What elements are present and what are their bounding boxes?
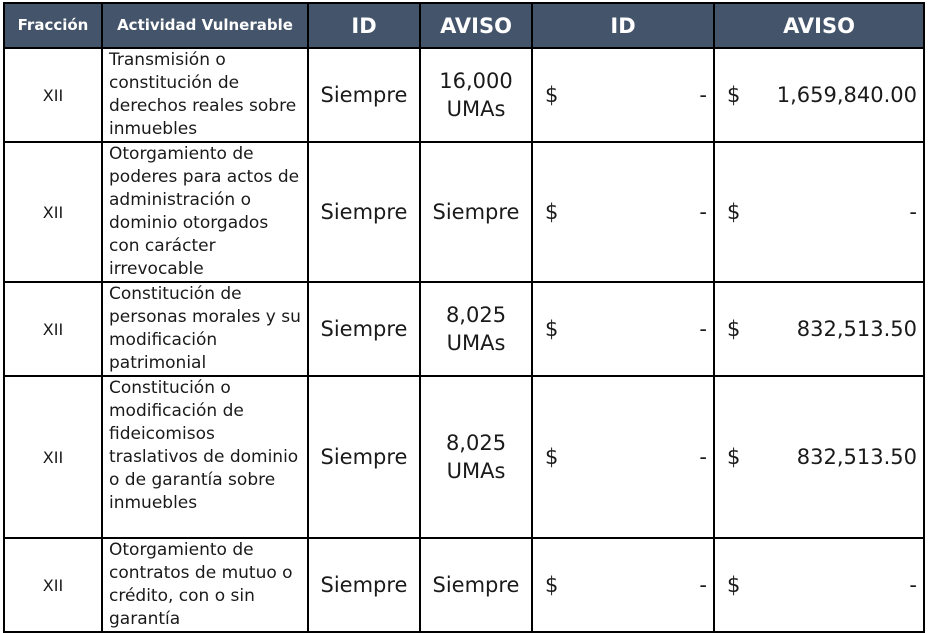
- amount-value: -: [909, 573, 917, 597]
- amount-value: 1,659,840.00: [776, 83, 917, 107]
- amount-value: -: [699, 317, 707, 341]
- cell-actividad: Otorgamiento de poderes para actos de administración o dominio otorgados con carácter irrevocable: [102, 142, 308, 282]
- currency-symbol: $: [545, 317, 559, 341]
- cell-fraccion: XII: [4, 142, 102, 282]
- header-id-amount: ID: [532, 3, 714, 48]
- cell-aviso-amount: [714, 282, 924, 376]
- cell-id-amount: [532, 48, 714, 142]
- header-actividad: Actividad Vulnerable: [102, 3, 308, 48]
- cell-actividad: Constitución o modificación de fideicomisos traslativos de dominio o de garantía sobre inmuebles: [102, 376, 308, 538]
- table-row: [4, 538, 924, 632]
- header-fraccion: Fracción: [4, 3, 102, 48]
- cell-aviso: 8,025 UMAs: [420, 282, 532, 376]
- cell-id: Siempre: [308, 538, 420, 632]
- cell-fraccion: XII: [4, 48, 102, 142]
- table-row: [4, 142, 924, 282]
- currency-symbol: $: [545, 200, 559, 224]
- cell-id: Siempre: [308, 48, 420, 142]
- currency-symbol: $: [545, 445, 559, 469]
- currency-symbol: $: [727, 445, 741, 469]
- amount-value: -: [699, 200, 707, 224]
- cell-aviso: 16,000 UMAs: [420, 48, 532, 142]
- currency-symbol: $: [727, 200, 741, 224]
- cell-id: Siempre: [308, 142, 420, 282]
- amount-value: -: [909, 200, 917, 224]
- cell-id: Siempre: [308, 282, 420, 376]
- cell-id-amount: [532, 376, 714, 538]
- currency-symbol: $: [727, 317, 741, 341]
- table-row: [4, 48, 924, 142]
- header-aviso: AVISO: [420, 3, 532, 48]
- cell-id: Siempre: [308, 376, 420, 538]
- amount-value: -: [699, 573, 707, 597]
- cell-actividad: Otorgamiento de contratos de mutuo o crédito, con o sin garantía: [102, 538, 308, 632]
- cell-fraccion: XII: [4, 376, 102, 538]
- cell-id-amount: [532, 282, 714, 376]
- header-aviso-amount: AVISO: [714, 3, 924, 48]
- cell-aviso-amount: [714, 376, 924, 538]
- cell-aviso: Siempre: [420, 142, 532, 282]
- cell-fraccion: XII: [4, 538, 102, 632]
- header-id: ID: [308, 3, 420, 48]
- header-row: [4, 3, 924, 48]
- table-row: [4, 376, 924, 538]
- amount-value: -: [699, 445, 707, 469]
- currency-symbol: $: [727, 83, 741, 107]
- cell-actividad: Constitución de personas morales y su modificación patrimonial: [102, 282, 308, 376]
- cell-id-amount: [532, 142, 714, 282]
- amount-value: 832,513.50: [796, 445, 917, 469]
- cell-aviso-amount: [714, 48, 924, 142]
- amount-value: 832,513.50: [796, 317, 917, 341]
- cell-aviso: 8,025 UMAs: [420, 376, 532, 538]
- cell-actividad: Transmisión o constitución de derechos reales sobre inmuebles: [102, 48, 308, 142]
- table-row: [4, 282, 924, 376]
- activities-table: [3, 2, 925, 633]
- currency-symbol: $: [545, 573, 559, 597]
- currency-symbol: $: [727, 573, 741, 597]
- cell-id-amount: [532, 538, 714, 632]
- cell-aviso-amount: [714, 538, 924, 632]
- cell-aviso-amount: [714, 142, 924, 282]
- cell-aviso: Siempre: [420, 538, 532, 632]
- currency-symbol: $: [545, 83, 559, 107]
- amount-value: -: [699, 83, 707, 107]
- cell-fraccion: XII: [4, 282, 102, 376]
